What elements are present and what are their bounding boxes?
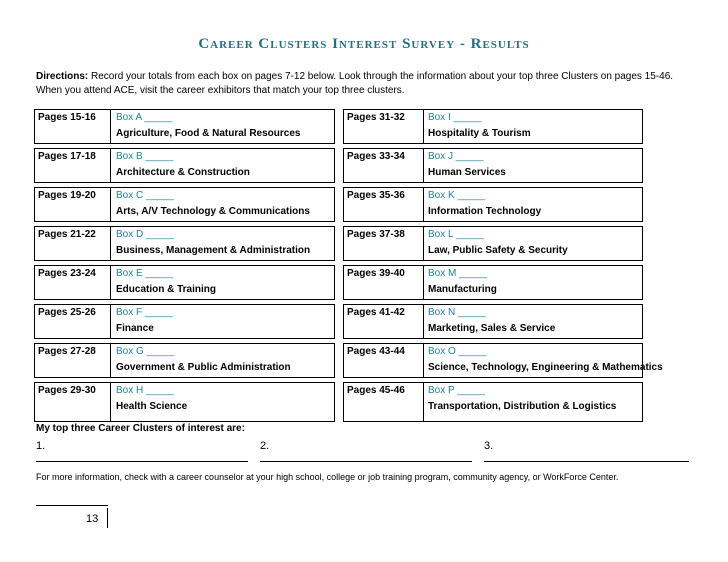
cluster-name: Health Science bbox=[116, 401, 188, 412]
pages-label: Pages 41-42 bbox=[344, 305, 424, 338]
choice-1-line[interactable] bbox=[36, 461, 248, 462]
cluster-name: Human Services bbox=[428, 167, 506, 178]
top-three-label: My top three Career Clusters of interest are: bbox=[36, 423, 245, 434]
cluster-box-b bbox=[34, 148, 335, 183]
box-code-field[interactable]: Box O _____ bbox=[428, 346, 487, 357]
box-code-field[interactable]: Box I _____ bbox=[428, 112, 482, 123]
pages-label: Pages 35-36 bbox=[344, 188, 424, 221]
page-number: 13 bbox=[86, 513, 99, 525]
box-code-field[interactable]: Box B _____ bbox=[116, 151, 174, 162]
cluster-box-n bbox=[343, 304, 643, 339]
box-code-field[interactable]: Box P _____ bbox=[428, 385, 486, 396]
pages-label: Pages 17-18 bbox=[35, 149, 111, 182]
cluster-box-f bbox=[34, 304, 335, 339]
box-code-field[interactable]: Box K _____ bbox=[428, 190, 486, 201]
box-code-field[interactable]: Box N _____ bbox=[428, 307, 486, 318]
directions-line1: Record your totals from each box on pages 7-12 below. Look through the information about your top three Clusters on pages 15-46. bbox=[88, 71, 674, 82]
box-code-field[interactable]: Box H _____ bbox=[116, 385, 174, 396]
box-code-field[interactable]: Box D _____ bbox=[116, 229, 174, 240]
cluster-name: Transportation, Distribution & Logistics bbox=[428, 401, 617, 412]
box-code-field[interactable]: Box F _____ bbox=[116, 307, 173, 318]
cluster-box-e bbox=[34, 265, 335, 300]
pages-label: Pages 29-30 bbox=[35, 383, 111, 421]
pages-label: Pages 39-40 bbox=[344, 266, 424, 299]
pages-label: Pages 31-32 bbox=[344, 110, 424, 143]
pages-label: Pages 15-16 bbox=[35, 110, 111, 143]
cluster-box-a bbox=[34, 109, 335, 144]
cluster-box-k bbox=[343, 187, 643, 222]
choice-1-number: 1. bbox=[36, 440, 46, 452]
pages-label: Pages 27-28 bbox=[35, 344, 111, 377]
cluster-name: Education & Training bbox=[116, 284, 217, 295]
cluster-name: Hospitality & Tourism bbox=[428, 128, 531, 139]
cluster-box-p bbox=[343, 382, 643, 422]
box-code-field[interactable]: Box L _____ bbox=[428, 229, 484, 240]
pages-label: Pages 37-38 bbox=[344, 227, 424, 260]
cluster-name: Law, Public Safety & Security bbox=[428, 245, 568, 256]
directions-label: Directions: bbox=[36, 71, 89, 82]
cluster-box-c bbox=[34, 187, 335, 222]
cluster-box-g bbox=[34, 343, 335, 378]
pages-label: Pages 23-24 bbox=[35, 266, 111, 299]
page-title: Career Clusters Interest Survey - Results bbox=[198, 36, 530, 52]
cluster-box-h bbox=[34, 382, 335, 422]
directions bbox=[36, 70, 696, 98]
cluster-box-m bbox=[343, 265, 643, 300]
box-code-field[interactable]: Box C _____ bbox=[116, 190, 174, 201]
choice-2-line[interactable] bbox=[260, 461, 472, 462]
cluster-name: Finance bbox=[116, 323, 154, 334]
cluster-name: Manufacturing bbox=[428, 284, 497, 295]
pages-label: Pages 43-44 bbox=[344, 344, 424, 377]
cluster-box-d bbox=[34, 226, 335, 261]
box-code-field[interactable]: Box G _____ bbox=[116, 346, 175, 357]
cluster-box-l bbox=[343, 226, 643, 261]
pages-label: Pages 19-20 bbox=[35, 188, 111, 221]
cluster-name: Science, Technology, Engineering & Mathematics bbox=[428, 362, 663, 373]
cluster-name: Government & Public Administration bbox=[116, 362, 291, 373]
pages-label: Pages 25-26 bbox=[35, 305, 111, 338]
cluster-box-o bbox=[343, 343, 663, 378]
cluster-name: Arts, A/V Technology & Communications bbox=[116, 206, 310, 217]
pages-label: Pages 21-22 bbox=[35, 227, 111, 260]
footer-divider bbox=[107, 508, 108, 528]
choice-2-number: 2. bbox=[260, 440, 270, 452]
footer-rule bbox=[36, 505, 108, 506]
cluster-box-i bbox=[343, 109, 643, 144]
cluster-name: Information Technology bbox=[428, 206, 542, 217]
more-info-text: For more information, check with a career counselor at your high school, college or job training program, community agency, or WorkForce Center. bbox=[36, 472, 619, 482]
choice-3-line[interactable] bbox=[484, 461, 689, 462]
cluster-name: Business, Management & Administration bbox=[116, 245, 311, 256]
pages-label: Pages 45-46 bbox=[344, 383, 424, 421]
cluster-name: Agriculture, Food & Natural Resources bbox=[116, 128, 301, 139]
choice-3-number: 3. bbox=[484, 440, 494, 452]
cluster-name: Marketing, Sales & Service bbox=[428, 323, 556, 334]
box-code-field[interactable]: Box E _____ bbox=[116, 268, 174, 279]
pages-label: Pages 33-34 bbox=[344, 149, 424, 182]
cluster-box-j bbox=[343, 148, 643, 183]
box-code-field[interactable]: Box J _____ bbox=[428, 151, 484, 162]
directions-line2: When you attend ACE, visit the career exhibitors that match your top three clusters. bbox=[36, 85, 405, 96]
box-code-field[interactable]: Box M _____ bbox=[428, 268, 487, 279]
box-code-field[interactable]: Box A _____ bbox=[116, 112, 173, 123]
cluster-name: Architecture & Construction bbox=[116, 167, 250, 178]
